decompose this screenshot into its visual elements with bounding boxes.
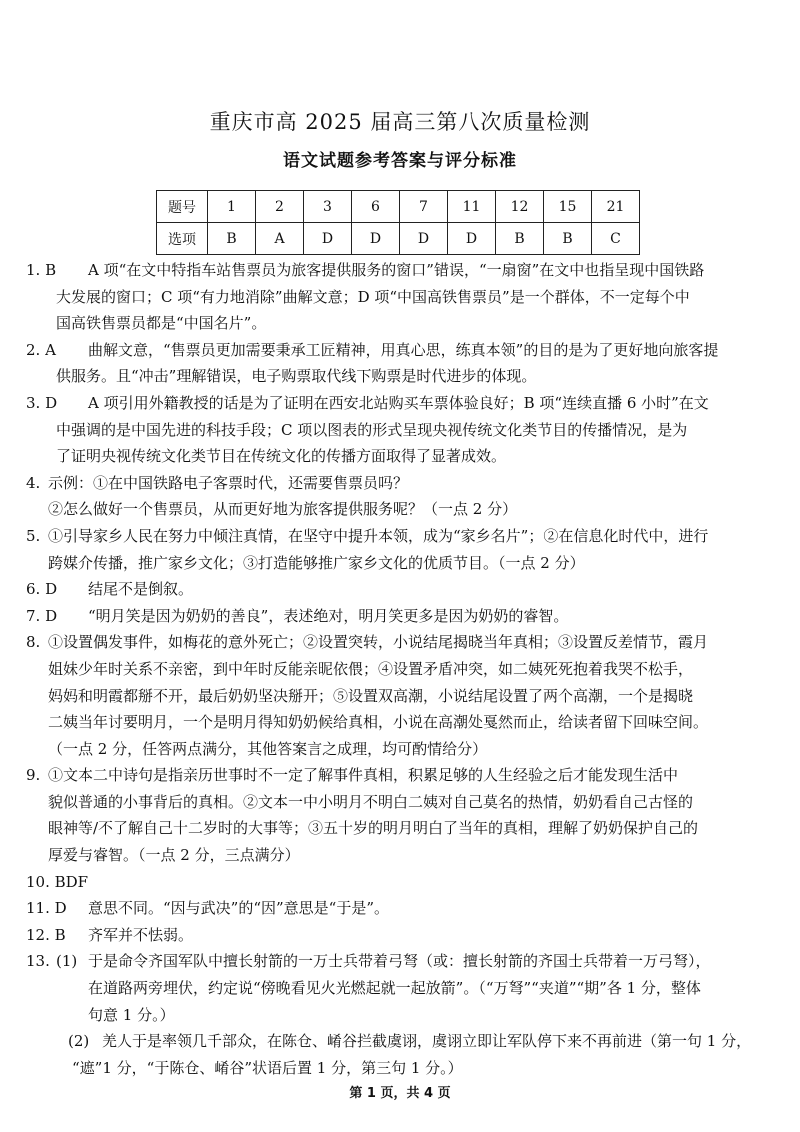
option-cell: B — [496, 223, 544, 255]
page-footer: 第 1 页，共 4 页 — [349, 1086, 451, 1101]
item-line: ①设置偶发事件，如梅花的意外死亡；②设置突转，小说结尾揭晓当年真相；③设置反差情节，霞月 — [48, 633, 709, 652]
item-line: 大发展的窗口；C 项“有力地消除”曲解文意；D 项“中国高铁售票员”是一个群体，不一定每个中 — [56, 287, 690, 306]
item-line: A 项引用外籍教授的话是为了证明在西安北站购买车票体验良好；B 项“连续直播 6 小时”在文 — [88, 393, 709, 412]
item-line: 供服务。且“冲击”理解错误，电子购票取代线下购票是时代进步的体现。 — [56, 367, 537, 386]
answer-explanations — [26, 257, 786, 1081]
question-number-cell: 6 — [352, 191, 400, 223]
item-line: 厚爱与睿智。（一点 2 分，三点满分） — [48, 846, 300, 865]
item-line: 跨媒介传播，推广家乡文化；③打造能够推广家乡文化的优质节目。（一点 2 分） — [48, 553, 585, 572]
answer-item-5 — [26, 523, 786, 576]
answer-item-6 — [26, 576, 786, 603]
document-title: 重庆市高 2025 届高三第八次质量检测 — [209, 110, 591, 134]
question-number-cell: 11 — [448, 191, 496, 223]
sub-item-number: (2) — [68, 1032, 90, 1051]
question-number-cell: 3 — [304, 191, 352, 223]
row-label: 题号 — [157, 191, 208, 223]
question-number-cell: 12 — [496, 191, 544, 223]
answer-item-13-1 — [26, 948, 786, 1028]
item-line: “明月笑是因为奶奶的善良”，表述绝对，明月笑更多是因为奶奶的睿智。 — [88, 606, 569, 625]
option-cell: D — [448, 223, 496, 255]
option-cell: B — [208, 223, 256, 255]
item-number: 6. D — [26, 580, 58, 599]
question-number-cell: 2 — [256, 191, 304, 223]
item-line: 齐军并不怯弱。 — [88, 925, 194, 944]
item-number: 9. — [26, 766, 41, 785]
document-subtitle: 语文试题参考答案与评分标准 — [283, 151, 517, 171]
answer-item-3 — [26, 390, 786, 470]
item-number: 10. BDF — [26, 872, 89, 891]
row-label: 选项 — [157, 223, 208, 255]
item-number: 13. — [26, 952, 50, 971]
answer-item-11 — [26, 895, 786, 922]
answer-item-7 — [26, 603, 786, 630]
item-line: 曲解文意，“售票员更加需要秉承工匠精神，用真心思，练真本领”的目的是为了更好地向旅客提 — [88, 340, 719, 359]
option-cell: C — [592, 223, 640, 255]
answer-item-9 — [26, 762, 786, 868]
item-line: A 项“在文中特指车站售票员为旅客提供服务的窗口”错误，“一扇窗”在文中也指呈现中国铁路 — [88, 261, 705, 279]
item-line: ②怎么做好一个售票员，从而更好地为旅客提供服务呢？（一点 2 分） — [48, 500, 518, 519]
item-number: 3. D — [26, 393, 58, 412]
item-number: 7. D — [26, 606, 58, 625]
item-line: 羌人于是率领几千部众，在陈仓、崤谷拦截虞诩，虞诩立即让军队停下来不再前进（第一句 1 分， — [102, 1032, 752, 1051]
item-number: 8. — [26, 633, 41, 652]
answer-item-12 — [26, 922, 786, 949]
item-line: 中强调的是中国先进的科技手段；C 项以图表的形式呈现央视传统文化类节目的传播情况，是为 — [56, 420, 688, 439]
item-line: “遮”1 分，“于陈仓、崤谷”状语后置 1 分，第三句 1 分。） — [72, 1058, 463, 1077]
item-line: 貌似普通的小事背后的真相。②文本一中小明月不明白二姨对自己莫名的热情，奶奶看自己古怪的 — [48, 792, 694, 811]
option-cell: D — [352, 223, 400, 255]
answer-item-13-2 — [26, 1028, 786, 1081]
item-line: 二姨当年讨要明月，一个是明月得知奶奶候给真相，小说在高潮处戛然而止，给读者留下回味空间。 — [48, 713, 709, 732]
answer-item-10 — [26, 869, 786, 896]
question-number-cell: 1 — [208, 191, 256, 223]
option-cell: A — [256, 223, 304, 255]
option-row — [157, 223, 640, 255]
item-line — [56, 869, 786, 896]
question-number-cell: 15 — [544, 191, 592, 223]
item-line: 句意 1 分。） — [88, 1005, 175, 1024]
item-line: 结尾不是倒叙。 — [88, 580, 194, 599]
item-line: 意思不同。“因与武决”的“因”意思是“于是”。 — [88, 899, 390, 918]
answer-item-2 — [26, 337, 786, 390]
option-cell: D — [304, 223, 352, 255]
item-line: ①引导家乡人民在努力中倾注真情，在坚守中提升本领，成为“家乡名片”；②在信息化时代中，进行 — [48, 526, 709, 545]
item-line: ①文本二中诗句是指亲历世事时不一定了解事件真相，积累足够的人生经验之后才能发现生活中 — [48, 766, 679, 785]
item-line: 了证明央视传统文化类节目在传统文化的传播方面取得了显著成效。 — [56, 447, 507, 466]
sub-item-number: (1) — [56, 952, 78, 971]
item-number: 11. D — [26, 899, 67, 918]
item-number: 1. B — [26, 261, 57, 279]
answer-item-8 — [26, 629, 786, 762]
item-line: 示例：①在中国铁路电子客票时代，还需要售票员吗？ — [48, 473, 409, 492]
answer-item-1 — [26, 257, 786, 337]
answer-table — [156, 190, 640, 255]
question-number-cell: 7 — [400, 191, 448, 223]
item-line: 妈妈和明霞都掰不开，最后奶奶坚决掰开；⑤设置双高潮，小说结尾设置了两个高潮，一个是揭晓 — [48, 686, 694, 705]
item-number: 12. B — [26, 925, 66, 944]
item-number: 5. — [26, 526, 41, 545]
option-cell: B — [544, 223, 592, 255]
item-line: 国高铁售票员都是“中国名片”。 — [56, 314, 267, 333]
item-line: 姐妹少年时关系不亲密，到中年时反能亲昵依偎；④设置矛盾冲突，如二姨死死抱着我哭不松手， — [48, 659, 694, 678]
option-cell: D — [400, 223, 448, 255]
answer-item-4 — [26, 470, 786, 523]
question-number-cell: 21 — [592, 191, 640, 223]
item-line: 在道路两旁埋伏，约定说“傍晚看见火光燃起就一起放箭”。（“万弩”“夹道”“期”各 1 分，整体 — [88, 979, 701, 998]
item-line: 于是命令齐国军队中擅长射箭的一万士兵带着弓弩（或：擅长射箭的齐国士兵带着一万弓弩）， — [88, 952, 711, 971]
item-line: 眼神等/不了解自己十二岁时的大事等；③五十岁的明月明白了当年的真相，理解了奶奶保护自己的 — [48, 819, 699, 838]
item-line: （一点 2 分，任答两点满分，其他答案言之成理，均可酌情给分） — [48, 739, 488, 758]
item-number: 4. — [26, 473, 41, 492]
question-number-row — [157, 191, 640, 223]
item-number: 2. A — [26, 340, 56, 359]
